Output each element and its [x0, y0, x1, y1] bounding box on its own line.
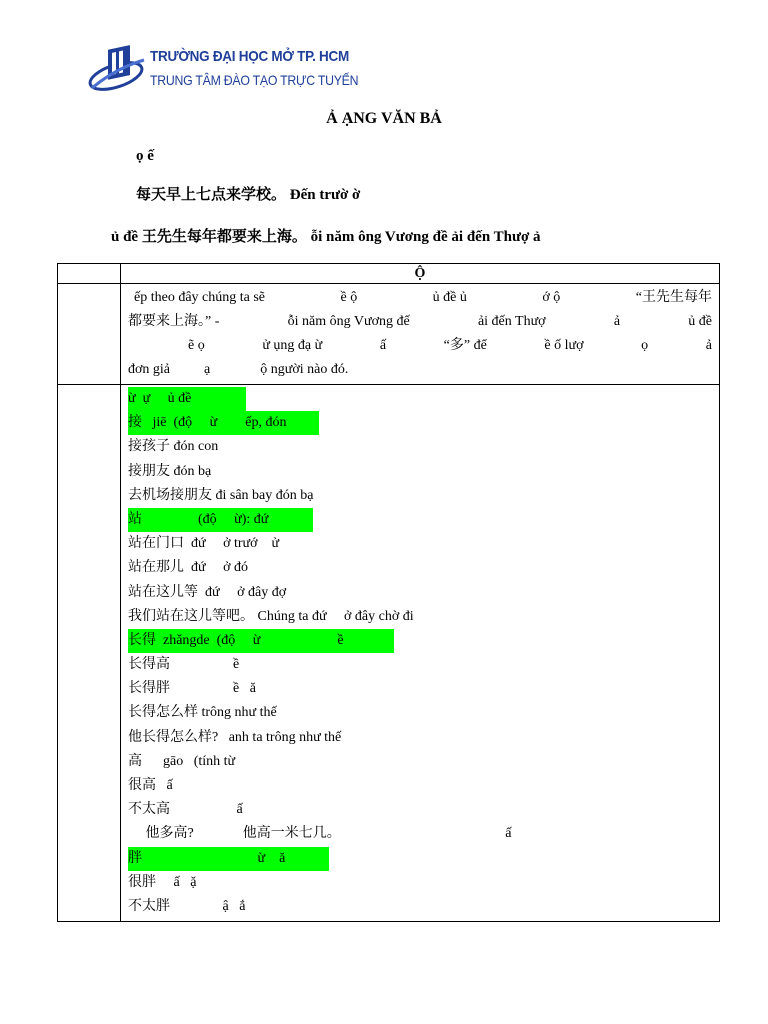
vocab-row	[128, 677, 719, 701]
example-sentence-2: ủ đề 王先生每年都要来上海。 ỗi năm ông Vương đề ải đến Thượ ả	[111, 229, 541, 245]
vocab-row	[128, 798, 719, 822]
intro-text-fragment: ộ người nào đó.	[260, 362, 349, 377]
intro-line	[128, 358, 712, 382]
vocab-example: 长得胖 ề ă	[128, 681, 256, 697]
vocab-cell	[121, 385, 720, 922]
vocab-row	[128, 822, 719, 846]
intro-text-fragment: ớ ộ	[542, 290, 561, 305]
vocab-list	[121, 385, 719, 921]
example-sentence-1: 每天早上七点来学校。 Đến trườ ờ	[136, 187, 361, 203]
vocab-row	[128, 556, 719, 580]
logo-university-name: TRƯỜNG ĐẠI HỌC MỞ TP. HCM	[150, 48, 349, 65]
vocab-row	[128, 847, 719, 871]
vocab-example: 我们站在这儿等吧。 Chúng ta đứ ở đây chờ đi	[128, 608, 414, 624]
vocab-row	[128, 532, 719, 556]
vocab-heading-highlighted: 长得 zhǎngde (độ ừ ề	[128, 629, 394, 653]
vocab-example: 他多高? 他高一米七几。 ấ	[128, 826, 512, 842]
intro-cell	[121, 284, 720, 385]
header-cell-title: Ộ	[121, 264, 720, 284]
vocab-heading-highlighted: 接 jiē (độ ừ ếp, đón	[128, 411, 319, 435]
intro-line	[128, 310, 712, 334]
vocab-example: 长得高 ề	[128, 657, 240, 673]
vocab-row	[128, 653, 719, 677]
header-cell-empty	[58, 264, 121, 284]
vocab-cell-empty	[58, 385, 121, 922]
vocab-row	[128, 508, 719, 532]
vocab-example: 站在这儿等 đứ ở đây đợ	[128, 584, 287, 600]
vocab-row	[128, 411, 719, 435]
vocab-example: 很胖 ấ ặ	[128, 874, 197, 890]
intro-text-fragment: ủ đề ủ	[432, 290, 467, 305]
vocab-example: 不太高 ấ	[128, 802, 243, 818]
logo-center-name: TRUNG TÂM ĐÀO TẠO TRỰC TUYẾN	[150, 72, 359, 88]
vocab-example: 不太胖 ậ ắ	[128, 898, 246, 914]
lesson-subtitle: ọ ế	[136, 148, 154, 164]
intro-line	[128, 286, 712, 310]
vocab-example: 长得怎么样 trông như thế	[128, 705, 277, 721]
intro-text-fragment: ử ụng đạ ừ	[262, 338, 323, 353]
intro-text-fragment: ỗi năm ông Vương đế	[287, 314, 410, 329]
vocab-example: 接朋友 đón bạ	[128, 463, 212, 479]
vocab-row	[128, 605, 719, 629]
vocab-heading-highlighted: ừ ự ủ đề	[128, 387, 246, 411]
intro-text-fragment: ải đến Thượ	[477, 314, 546, 329]
vocab-example: 接孩子 đón con	[128, 439, 219, 455]
intro-text-fragment: đơn giả	[128, 362, 171, 377]
intro-text-fragment: ề ộ	[340, 290, 358, 305]
intro-text-fragment: 都要来上海。” -	[128, 314, 220, 329]
vocab-example: 站在那儿 đứ ở đó	[128, 560, 248, 576]
intro-line	[128, 334, 712, 358]
intro-text-fragment: ủ đề	[688, 314, 712, 329]
vocab-example: 高 gāo (tính từ	[128, 753, 236, 769]
vocab-heading-highlighted: 站 (độ ừ): đứ	[128, 508, 313, 532]
vocab-example: 很高 ấ	[128, 778, 173, 793]
intro-text-fragment: ả	[613, 314, 621, 329]
vocab-row	[128, 629, 719, 653]
vocab-example: 去机场接朋友 đi sân bay đón bạ	[128, 487, 314, 503]
table-header-row	[58, 264, 720, 284]
university-logo	[88, 44, 359, 100]
vocab-row	[128, 387, 719, 411]
intro-text-fragment: “多” để	[443, 338, 487, 353]
intro-cell-empty	[58, 284, 121, 385]
intro-text-fragment: ề ố lượ	[544, 338, 584, 353]
content-table	[57, 263, 720, 922]
intro-text-fragment: ẽ ọ	[188, 338, 205, 353]
vocab-row	[128, 871, 719, 895]
vocab-heading-highlighted: 胖 ừ ă	[128, 847, 329, 871]
vocab-row	[128, 460, 719, 484]
intro-text-fragment: “王先生每年	[635, 290, 712, 305]
intro-text-fragment: ọ	[641, 338, 649, 353]
vocab-example: 他长得怎么样? anh ta trông như thế	[128, 729, 342, 745]
page-title: Ả ẠNG VĂN BẢ	[326, 110, 442, 127]
vocab-row	[128, 895, 719, 919]
vocab-row	[128, 726, 719, 750]
intro-text-fragment: ả	[705, 338, 712, 353]
vocab-row	[128, 701, 719, 725]
vocab-row	[128, 750, 719, 774]
university-emblem-icon	[88, 44, 148, 100]
vocab-example: 站在门口 đứ ở trướ ử	[128, 536, 280, 552]
table-vocab-row	[58, 385, 720, 922]
table-intro-row	[58, 284, 720, 385]
intro-paragraph	[121, 284, 719, 384]
vocab-row	[128, 435, 719, 459]
vocab-row	[128, 484, 719, 508]
intro-text-fragment: ếp theo đây chúng ta sẽ	[134, 290, 266, 305]
vocab-row	[128, 581, 719, 605]
vocab-row	[128, 774, 719, 798]
intro-text-fragment: ạ	[204, 362, 211, 377]
intro-text-fragment: ấ	[379, 338, 387, 353]
